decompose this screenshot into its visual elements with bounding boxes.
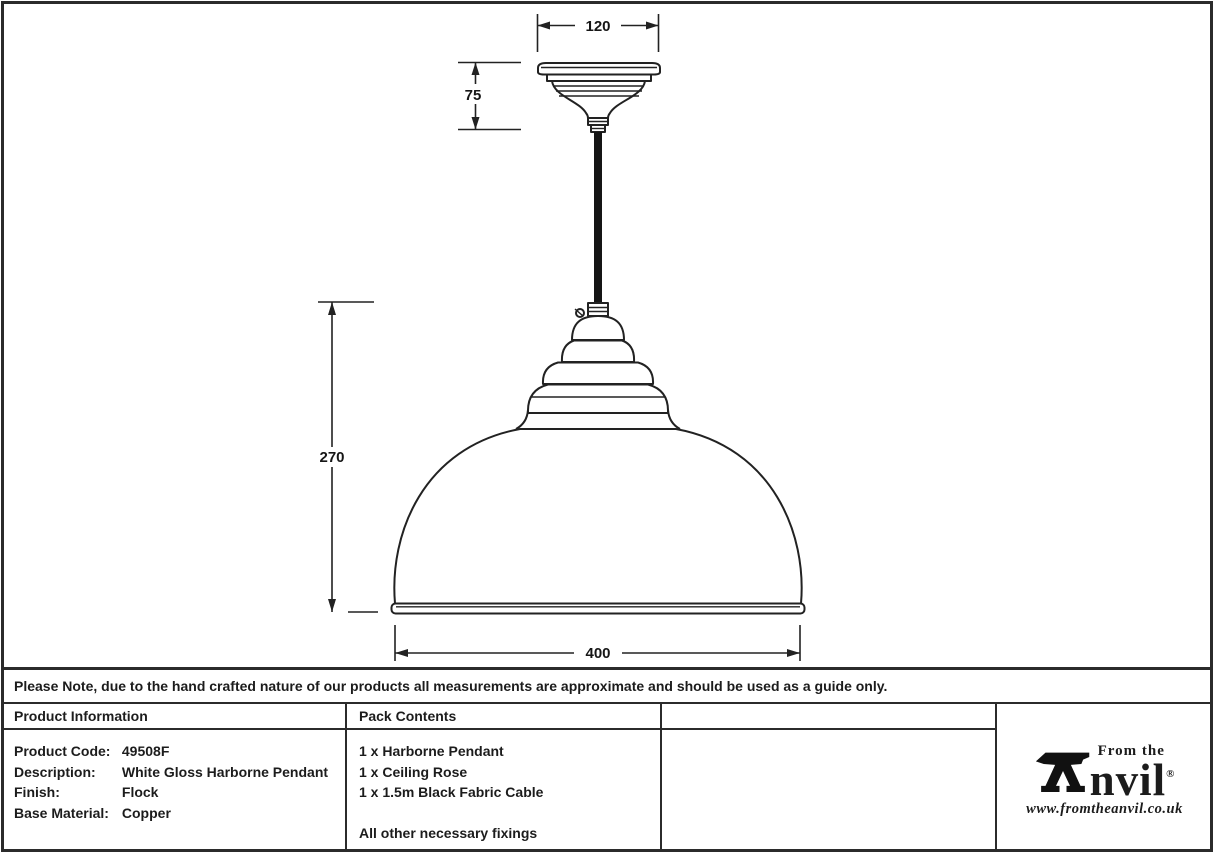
info-table xyxy=(2,667,1212,851)
dimension-rose-height xyxy=(458,63,521,130)
ceiling-rose xyxy=(538,63,660,132)
base-material-row xyxy=(14,803,337,824)
brand-logo-cell xyxy=(997,704,1212,851)
shade-rim xyxy=(392,604,805,614)
pack-item: 1 x Ceiling Rose xyxy=(359,763,468,780)
empty-body-cell xyxy=(662,730,997,851)
pack-item: 1 x Harborne Pendant xyxy=(359,743,504,759)
pack-contents-header: Pack Contents xyxy=(347,704,662,730)
dome-shade xyxy=(392,429,805,614)
dim-label-120: 120 xyxy=(585,18,611,35)
measurement-note-text: Please Note, due to the hand crafted nature of our products all measurements are approximate and should be used as a guide only. xyxy=(14,678,888,694)
product-code-row xyxy=(14,741,337,762)
anvil-icon xyxy=(1035,746,1091,796)
pack-contents-footer: All other necessary fixings xyxy=(359,824,538,841)
description-value: White Gloss Harborne Pendant xyxy=(121,763,329,780)
dimension-rose-width xyxy=(538,14,659,52)
finish-value: Flock xyxy=(121,784,159,800)
product-information-body xyxy=(2,730,347,851)
dim-label-270: 270 xyxy=(319,449,345,466)
base-material-label: Base Material: xyxy=(14,804,109,821)
pack-contents-body xyxy=(347,730,662,851)
finish-row xyxy=(14,782,337,803)
description-label: Description: xyxy=(14,763,96,780)
dim-label-75: 75 xyxy=(464,87,482,104)
logo-website: www.fromtheanvil.co.uk xyxy=(1026,800,1183,817)
logo-brand-text: nvil® xyxy=(1089,754,1175,805)
product-code-label: Product Code: xyxy=(14,743,111,759)
product-code-value: 49508F xyxy=(121,743,170,759)
registered-mark: ® xyxy=(1166,767,1175,780)
pendant-cap xyxy=(516,303,680,429)
dimension-shade-height xyxy=(318,302,378,612)
product-information-header: Product Information xyxy=(2,704,347,730)
fabric-cable xyxy=(594,132,602,304)
empty-header-cell xyxy=(662,704,997,730)
dim-label-400: 400 xyxy=(585,645,611,662)
measurement-note xyxy=(2,670,1212,704)
from-the-anvil-logo xyxy=(1026,744,1183,818)
pack-item: 1 x 1.5m Black Fabric Cable xyxy=(359,784,544,800)
finish-label: Finish: xyxy=(14,784,60,800)
description-row xyxy=(14,762,337,783)
base-material-value: Copper xyxy=(121,804,171,821)
logo-prefix: From the xyxy=(1097,742,1165,759)
dimension-shade-width xyxy=(395,625,800,662)
